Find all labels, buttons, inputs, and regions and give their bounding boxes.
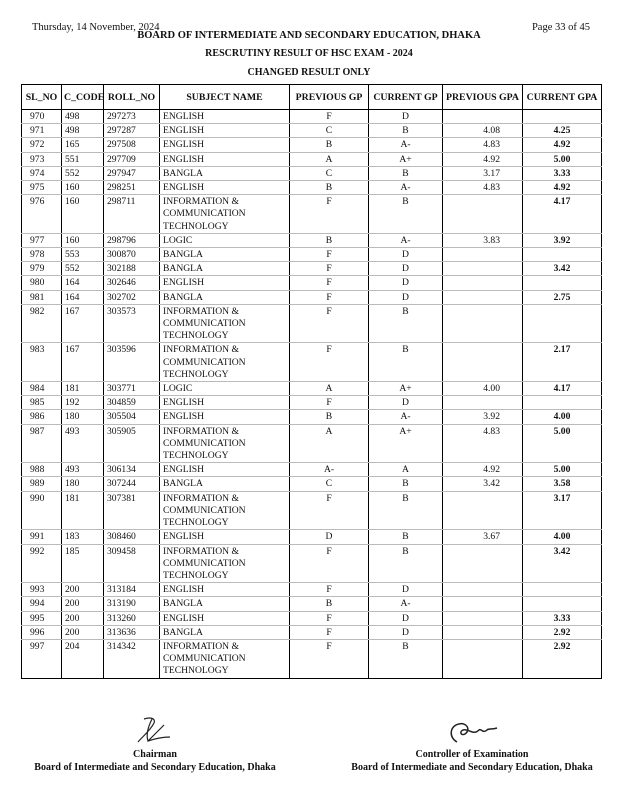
roll-no-cell: 302646 xyxy=(104,276,160,290)
previous-gp-cell: F xyxy=(290,491,369,530)
sl-no-cell: 996 xyxy=(22,625,62,639)
roll-no-cell: 305504 xyxy=(104,410,160,424)
subject-name-cell: BANGLA xyxy=(160,262,290,276)
previous-gp-cell: A xyxy=(290,382,369,396)
previous-gp-cell: F xyxy=(290,625,369,639)
college-code-cell: 498 xyxy=(62,124,104,138)
college-code-cell: 498 xyxy=(62,110,104,124)
previous-gp-cell: B xyxy=(290,410,369,424)
college-code-cell: 200 xyxy=(62,625,104,639)
controller-signature-block xyxy=(342,748,602,774)
current-gpa-cell: 5.00 xyxy=(523,463,602,477)
roll-no-cell: 303573 xyxy=(104,304,160,343)
previous-gp-cell: F xyxy=(290,304,369,343)
previous-gpa-cell: 4.08 xyxy=(443,124,523,138)
previous-gpa-cell: 3.83 xyxy=(443,233,523,247)
subject-name-cell: BANGLA xyxy=(160,597,290,611)
current-gpa-cell: 3.33 xyxy=(523,611,602,625)
college-code-cell: 204 xyxy=(62,639,104,678)
result-title: RESCRUTINY RESULT OF HSC EXAM - 2024 xyxy=(205,48,413,59)
previous-gpa-cell: 3.92 xyxy=(443,410,523,424)
current-gp-cell: B xyxy=(369,343,443,382)
current-gpa-cell: 3.33 xyxy=(523,166,602,180)
board-title: BOARD OF INTERMEDIATE AND SECONDARY EDUCATION, DHAKA xyxy=(137,30,481,41)
college-code-cell: 167 xyxy=(62,343,104,382)
previous-gp-cell: F xyxy=(290,110,369,124)
roll-no-cell: 302702 xyxy=(104,290,160,304)
previous-gpa-cell: 4.83 xyxy=(443,181,523,195)
subject-name-cell: LOGIC xyxy=(160,233,290,247)
table-row xyxy=(22,152,602,166)
sl-no-cell: 988 xyxy=(22,463,62,477)
previous-gpa-cell: 3.17 xyxy=(443,166,523,180)
roll-no-cell: 313184 xyxy=(104,583,160,597)
subject-name-cell: BANGLA xyxy=(160,625,290,639)
table-row xyxy=(22,639,602,678)
current-gp-cell: A- xyxy=(369,233,443,247)
previous-gpa-cell: 3.67 xyxy=(443,530,523,544)
table-row xyxy=(22,195,602,234)
roll-no-cell: 307381 xyxy=(104,491,160,530)
subject-name-cell: ENGLISH xyxy=(160,138,290,152)
subject-name-cell: ENGLISH xyxy=(160,276,290,290)
current-gp-cell: A- xyxy=(369,597,443,611)
previous-gp-cell: B xyxy=(290,233,369,247)
college-code-cell: 493 xyxy=(62,463,104,477)
sl-no-cell: 980 xyxy=(22,276,62,290)
subject-name-cell: BANGLA xyxy=(160,290,290,304)
current-gp-cell: B xyxy=(369,195,443,234)
current-gpa-cell: 2.92 xyxy=(523,625,602,639)
chairman-organization: Board of Intermediate and Secondary Education, Dhaka xyxy=(34,762,276,773)
subject-name-cell: BANGLA xyxy=(160,248,290,262)
subject-name-cell: ENGLISH xyxy=(160,152,290,166)
sl-no-cell: 971 xyxy=(22,124,62,138)
subject-name-cell: ENGLISH xyxy=(160,396,290,410)
subject-name-cell: ENGLISH xyxy=(160,110,290,124)
current-gpa-cell: 5.00 xyxy=(523,152,602,166)
sl-no-cell: 983 xyxy=(22,343,62,382)
sl-no-cell: 974 xyxy=(22,166,62,180)
column-header: PREVIOUS GPA xyxy=(443,85,523,110)
current-gp-cell: D xyxy=(369,611,443,625)
previous-gp-cell: F xyxy=(290,583,369,597)
sl-no-cell: 984 xyxy=(22,382,62,396)
current-gp-cell: A- xyxy=(369,410,443,424)
subject-name-cell: INFORMATION & COMMUNICATION TECHNOLOGY xyxy=(160,343,290,382)
current-gp-cell: A+ xyxy=(369,382,443,396)
college-code-cell: 181 xyxy=(62,491,104,530)
sl-no-cell: 993 xyxy=(22,583,62,597)
column-header: CURRENT GP xyxy=(369,85,443,110)
previous-gp-cell: F xyxy=(290,195,369,234)
previous-gp-cell: F xyxy=(290,639,369,678)
current-gpa-cell xyxy=(523,304,602,343)
college-code-cell: 164 xyxy=(62,290,104,304)
subject-name-cell: INFORMATION & COMMUNICATION TECHNOLOGY xyxy=(160,424,290,463)
sl-no-cell: 970 xyxy=(22,110,62,124)
roll-no-cell: 304859 xyxy=(104,396,160,410)
sl-no-cell: 986 xyxy=(22,410,62,424)
table-row xyxy=(22,583,602,597)
table-row xyxy=(22,290,602,304)
college-code-cell: 552 xyxy=(62,262,104,276)
chairman-signature xyxy=(130,715,174,745)
table-row xyxy=(22,276,602,290)
sl-no-cell: 994 xyxy=(22,597,62,611)
current-gp-cell: B xyxy=(369,124,443,138)
current-gp-cell: D xyxy=(369,248,443,262)
table-row xyxy=(22,304,602,343)
column-header: CURRENT GPA xyxy=(523,85,602,110)
current-gpa-cell: 4.92 xyxy=(523,138,602,152)
previous-gp-cell: B xyxy=(290,138,369,152)
previous-gp-cell: F xyxy=(290,396,369,410)
print-date: Thursday, 14 November, 2024 xyxy=(32,22,160,33)
previous-gp-cell: D xyxy=(290,530,369,544)
previous-gpa-cell: 3.42 xyxy=(443,477,523,491)
previous-gpa-cell xyxy=(443,195,523,234)
column-header: ROLL_NO xyxy=(104,85,160,110)
table-row xyxy=(22,424,602,463)
current-gp-cell: D xyxy=(369,625,443,639)
college-code-cell: 200 xyxy=(62,597,104,611)
sl-no-cell: 991 xyxy=(22,530,62,544)
current-gpa-cell: 4.00 xyxy=(523,410,602,424)
previous-gp-cell: C xyxy=(290,124,369,138)
sl-no-cell: 990 xyxy=(22,491,62,530)
previous-gpa-cell xyxy=(443,396,523,410)
current-gp-cell: D xyxy=(369,290,443,304)
roll-no-cell: 309458 xyxy=(104,544,160,583)
page-number: Page 33 of 45 xyxy=(531,22,590,33)
college-code-cell: 180 xyxy=(62,410,104,424)
previous-gp-cell: A xyxy=(290,152,369,166)
table-row xyxy=(22,410,602,424)
previous-gpa-cell xyxy=(443,491,523,530)
current-gp-cell: B xyxy=(369,477,443,491)
table-row xyxy=(22,343,602,382)
current-gp-cell: B xyxy=(369,544,443,583)
previous-gpa-cell xyxy=(443,611,523,625)
previous-gpa-cell xyxy=(443,597,523,611)
table-row xyxy=(22,463,602,477)
previous-gp-cell: F xyxy=(290,290,369,304)
subject-name-cell: LOGIC xyxy=(160,382,290,396)
roll-no-cell: 297287 xyxy=(104,124,160,138)
table-row xyxy=(22,625,602,639)
current-gpa-cell: 4.17 xyxy=(523,382,602,396)
sl-no-cell: 977 xyxy=(22,233,62,247)
college-code-cell: 160 xyxy=(62,195,104,234)
current-gp-cell: B xyxy=(369,304,443,343)
current-gp-cell: B xyxy=(369,530,443,544)
roll-no-cell: 306134 xyxy=(104,463,160,477)
current-gp-cell: A+ xyxy=(369,152,443,166)
current-gp-cell: D xyxy=(369,110,443,124)
sl-no-cell: 989 xyxy=(22,477,62,491)
current-gpa-cell xyxy=(523,583,602,597)
current-gpa-cell: 3.42 xyxy=(523,262,602,276)
table-row xyxy=(22,597,602,611)
table-row xyxy=(22,248,602,262)
controller-title: Controller of Examination xyxy=(415,749,529,760)
college-code-cell: 552 xyxy=(62,166,104,180)
previous-gpa-cell xyxy=(443,639,523,678)
current-gp-cell: D xyxy=(369,276,443,290)
college-code-cell: 165 xyxy=(62,138,104,152)
previous-gpa-cell: 4.00 xyxy=(443,382,523,396)
result-table xyxy=(21,84,602,679)
current-gp-cell: D xyxy=(369,396,443,410)
previous-gp-cell: C xyxy=(290,477,369,491)
table-row xyxy=(22,491,602,530)
table-row xyxy=(22,110,602,124)
previous-gpa-cell xyxy=(443,583,523,597)
table-row xyxy=(22,396,602,410)
subject-name-cell: BANGLA xyxy=(160,166,290,180)
previous-gp-cell: F xyxy=(290,262,369,276)
current-gpa-cell: 3.42 xyxy=(523,544,602,583)
current-gpa-cell: 2.75 xyxy=(523,290,602,304)
previous-gp-cell: B xyxy=(290,597,369,611)
current-gpa-cell: 3.58 xyxy=(523,477,602,491)
sl-no-cell: 997 xyxy=(22,639,62,678)
current-gp-cell: A- xyxy=(369,181,443,195)
college-code-cell: 183 xyxy=(62,530,104,544)
previous-gpa-cell: 4.92 xyxy=(443,152,523,166)
sl-no-cell: 995 xyxy=(22,611,62,625)
roll-no-cell: 303771 xyxy=(104,382,160,396)
sl-no-cell: 975 xyxy=(22,181,62,195)
table-row xyxy=(22,611,602,625)
table-row xyxy=(22,233,602,247)
controller-organization: Board of Intermediate and Secondary Education, Dhaka xyxy=(351,762,593,773)
subject-name-cell: ENGLISH xyxy=(160,410,290,424)
college-code-cell: 160 xyxy=(62,233,104,247)
current-gpa-cell: 2.17 xyxy=(523,343,602,382)
roll-no-cell: 314342 xyxy=(104,639,160,678)
table-row xyxy=(22,530,602,544)
subject-name-cell: INFORMATION & COMMUNICATION TECHNOLOGY xyxy=(160,544,290,583)
current-gpa-cell xyxy=(523,248,602,262)
subject-name-cell: INFORMATION & COMMUNICATION TECHNOLOGY xyxy=(160,304,290,343)
table-row xyxy=(22,477,602,491)
roll-no-cell: 297947 xyxy=(104,166,160,180)
table-row xyxy=(22,262,602,276)
column-header: C_CODE xyxy=(62,85,104,110)
roll-no-cell: 313190 xyxy=(104,597,160,611)
current-gpa-cell xyxy=(523,396,602,410)
table-header-row xyxy=(22,85,602,110)
subject-name-cell: INFORMATION & COMMUNICATION TECHNOLOGY xyxy=(160,639,290,678)
sl-no-cell: 981 xyxy=(22,290,62,304)
roll-no-cell: 300870 xyxy=(104,248,160,262)
table-row xyxy=(22,544,602,583)
current-gp-cell: B xyxy=(369,491,443,530)
subject-name-cell: ENGLISH xyxy=(160,124,290,138)
college-code-cell: 551 xyxy=(62,152,104,166)
chairman-title: Chairman xyxy=(133,749,177,760)
previous-gp-cell: F xyxy=(290,248,369,262)
roll-no-cell: 313636 xyxy=(104,625,160,639)
sl-no-cell: 976 xyxy=(22,195,62,234)
sl-no-cell: 972 xyxy=(22,138,62,152)
roll-no-cell: 298251 xyxy=(104,181,160,195)
column-header: SL_NO xyxy=(22,85,62,110)
roll-no-cell: 303596 xyxy=(104,343,160,382)
sl-no-cell: 973 xyxy=(22,152,62,166)
sl-no-cell: 979 xyxy=(22,262,62,276)
current-gpa-cell: 3.92 xyxy=(523,233,602,247)
current-gp-cell: D xyxy=(369,262,443,276)
previous-gpa-cell xyxy=(443,290,523,304)
current-gp-cell: B xyxy=(369,166,443,180)
college-code-cell: 553 xyxy=(62,248,104,262)
previous-gpa-cell xyxy=(443,544,523,583)
previous-gp-cell: F xyxy=(290,343,369,382)
current-gp-cell: A xyxy=(369,463,443,477)
sl-no-cell: 985 xyxy=(22,396,62,410)
current-gpa-cell: 2.92 xyxy=(523,639,602,678)
subject-name-cell: ENGLISH xyxy=(160,583,290,597)
roll-no-cell: 305905 xyxy=(104,424,160,463)
controller-signature xyxy=(445,718,501,746)
current-gpa-cell xyxy=(523,110,602,124)
college-code-cell: 192 xyxy=(62,396,104,410)
college-code-cell: 181 xyxy=(62,382,104,396)
roll-no-cell: 298711 xyxy=(104,195,160,234)
college-code-cell: 200 xyxy=(62,611,104,625)
changed-result-title: CHANGED RESULT ONLY xyxy=(247,67,371,78)
subject-name-cell: BANGLA xyxy=(160,477,290,491)
college-code-cell: 167 xyxy=(62,304,104,343)
subject-name-cell: INFORMATION & COMMUNICATION TECHNOLOGY xyxy=(160,195,290,234)
subject-name-cell: ENGLISH xyxy=(160,611,290,625)
table-row xyxy=(22,124,602,138)
previous-gpa-cell xyxy=(443,262,523,276)
sl-no-cell: 992 xyxy=(22,544,62,583)
current-gpa-cell xyxy=(523,597,602,611)
roll-no-cell: 313260 xyxy=(104,611,160,625)
previous-gpa-cell: 4.92 xyxy=(443,463,523,477)
previous-gp-cell: A- xyxy=(290,463,369,477)
current-gpa-cell: 3.17 xyxy=(523,491,602,530)
previous-gpa-cell xyxy=(443,343,523,382)
previous-gp-cell: F xyxy=(290,276,369,290)
current-gpa-cell: 5.00 xyxy=(523,424,602,463)
subject-name-cell: ENGLISH xyxy=(160,530,290,544)
current-gpa-cell: 4.92 xyxy=(523,181,602,195)
subject-name-cell: ENGLISH xyxy=(160,463,290,477)
college-code-cell: 200 xyxy=(62,583,104,597)
table-row xyxy=(22,181,602,195)
previous-gp-cell: F xyxy=(290,544,369,583)
current-gpa-cell: 4.00 xyxy=(523,530,602,544)
college-code-cell: 185 xyxy=(62,544,104,583)
current-gp-cell: A- xyxy=(369,138,443,152)
current-gpa-cell: 4.17 xyxy=(523,195,602,234)
column-header: SUBJECT NAME xyxy=(160,85,290,110)
roll-no-cell: 302188 xyxy=(104,262,160,276)
table-row xyxy=(22,138,602,152)
current-gpa-cell: 4.25 xyxy=(523,124,602,138)
previous-gpa-cell: 4.83 xyxy=(443,138,523,152)
roll-no-cell: 297273 xyxy=(104,110,160,124)
previous-gpa-cell: 4.83 xyxy=(443,424,523,463)
previous-gpa-cell xyxy=(443,625,523,639)
roll-no-cell: 298796 xyxy=(104,233,160,247)
table-row xyxy=(22,166,602,180)
current-gp-cell: A+ xyxy=(369,424,443,463)
current-gp-cell: D xyxy=(369,583,443,597)
previous-gpa-cell xyxy=(443,248,523,262)
previous-gp-cell: C xyxy=(290,166,369,180)
previous-gp-cell: F xyxy=(290,611,369,625)
roll-no-cell: 307244 xyxy=(104,477,160,491)
previous-gp-cell: A xyxy=(290,424,369,463)
roll-no-cell: 297709 xyxy=(104,152,160,166)
current-gpa-cell xyxy=(523,276,602,290)
column-header: PREVIOUS GP xyxy=(290,85,369,110)
sl-no-cell: 978 xyxy=(22,248,62,262)
college-code-cell: 160 xyxy=(62,181,104,195)
college-code-cell: 180 xyxy=(62,477,104,491)
current-gp-cell: B xyxy=(369,639,443,678)
previous-gpa-cell xyxy=(443,276,523,290)
previous-gpa-cell xyxy=(443,304,523,343)
previous-gp-cell: B xyxy=(290,181,369,195)
sl-no-cell: 987 xyxy=(22,424,62,463)
previous-gpa-cell xyxy=(443,110,523,124)
sl-no-cell: 982 xyxy=(22,304,62,343)
roll-no-cell: 308460 xyxy=(104,530,160,544)
subject-name-cell: INFORMATION & COMMUNICATION TECHNOLOGY xyxy=(160,491,290,530)
college-code-cell: 493 xyxy=(62,424,104,463)
subject-name-cell: ENGLISH xyxy=(160,181,290,195)
college-code-cell: 164 xyxy=(62,276,104,290)
chairman-signature-block xyxy=(30,748,280,774)
table-row xyxy=(22,382,602,396)
roll-no-cell: 297508 xyxy=(104,138,160,152)
